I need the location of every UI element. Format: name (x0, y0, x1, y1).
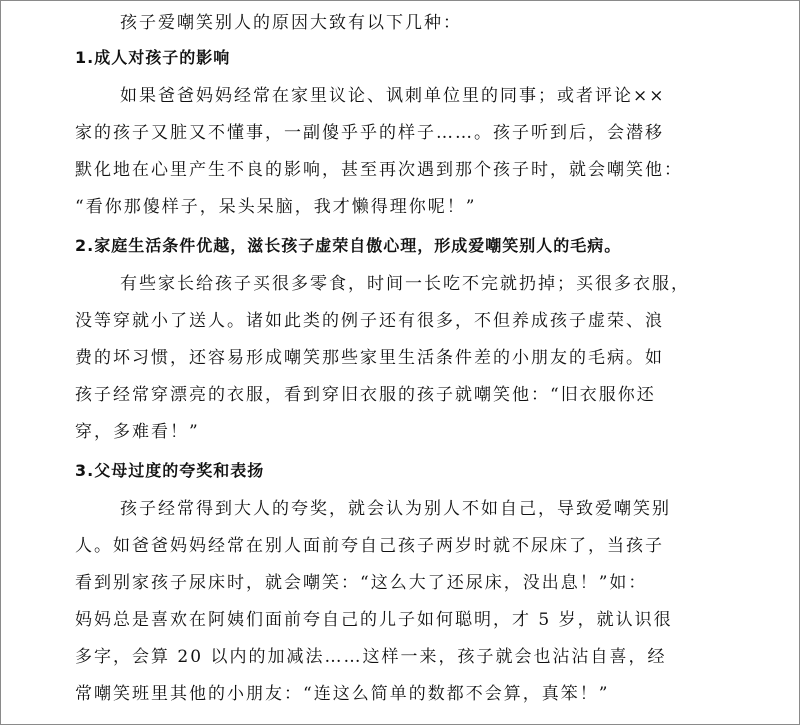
section-1-heading: 1.成人对孩子的影响 (75, 48, 231, 67)
intro-text: 孩子爱嘲笑别人的原因大致有以下几种： (120, 13, 462, 33)
paragraph-line: 默化地在心里产生不良的影响，甚至再次遇到那个孩子时，就会嘲笑他： (75, 160, 683, 180)
paragraph-line: 多字，会算 20 以内的加减法……这样一来，孩子就会也沾沾自喜，经 (75, 647, 667, 667)
section-2-heading: 2.家庭生活条件优越，滋长孩子虚荣自傲心理，形成爱嘲笑别人的毛病。 (75, 236, 622, 255)
document-body (75, 8, 755, 713)
paragraph-line: 妈妈总是喜欢在阿姨们面前夸自己的儿子如何聪明，才 5 岁，就认识很 (75, 610, 673, 630)
paragraph-line: 人。如爸爸妈妈经常在别人面前夸自己孩子两岁时就不尿床了，当孩子 (75, 536, 664, 556)
paragraph-line: “看你那傻样子，呆头呆脑，我才懒得理你呢！” (75, 197, 477, 217)
section-3-paragraph (75, 491, 755, 713)
paragraph-line: 孩子经常得到大人的夸奖，就会认为别人不如自己，导致爱嘲笑别 (120, 499, 671, 519)
paragraph-line: 有些家长给孩子买很多零食，时间一长吃不完就扔掉；买很多衣服， (120, 274, 690, 294)
section-1-paragraph (75, 78, 755, 226)
paragraph-line: 孩子经常穿漂亮的衣服，看到穿旧衣服的孩子就嘲笑他：“旧衣服你还 (75, 385, 656, 405)
paragraph-line: 穿，多难看！” (75, 422, 200, 442)
paragraph-line: 家的孩子又脏又不懂事，一副傻乎乎的样子……。孩子听到后，会潜移 (75, 123, 664, 143)
paragraph-line: 常嘲笑班里其他的小朋友：“连这么简单的数都不会算，真笨！” (75, 684, 610, 704)
section-2-paragraph (75, 266, 755, 451)
paragraph-line: 没等穿就小了送人。诸如此类的例子还有很多，不但养成孩子虚荣、浪 (75, 311, 664, 331)
paragraph-line: 看到别家孩子尿床时，就会嘲笑：“这么大了还尿床，没出息！”如： (75, 573, 648, 593)
paragraph-line: 费的坏习惯，还容易形成嘲笑那些家里生活条件差的小朋友的毛病。如 (75, 348, 664, 368)
paragraph-line: 如果爸爸妈妈经常在家里议论、讽刺单位里的同事；或者评论×× (120, 86, 666, 106)
section-3-heading: 3.父母过度的夸奖和表扬 (75, 461, 265, 480)
